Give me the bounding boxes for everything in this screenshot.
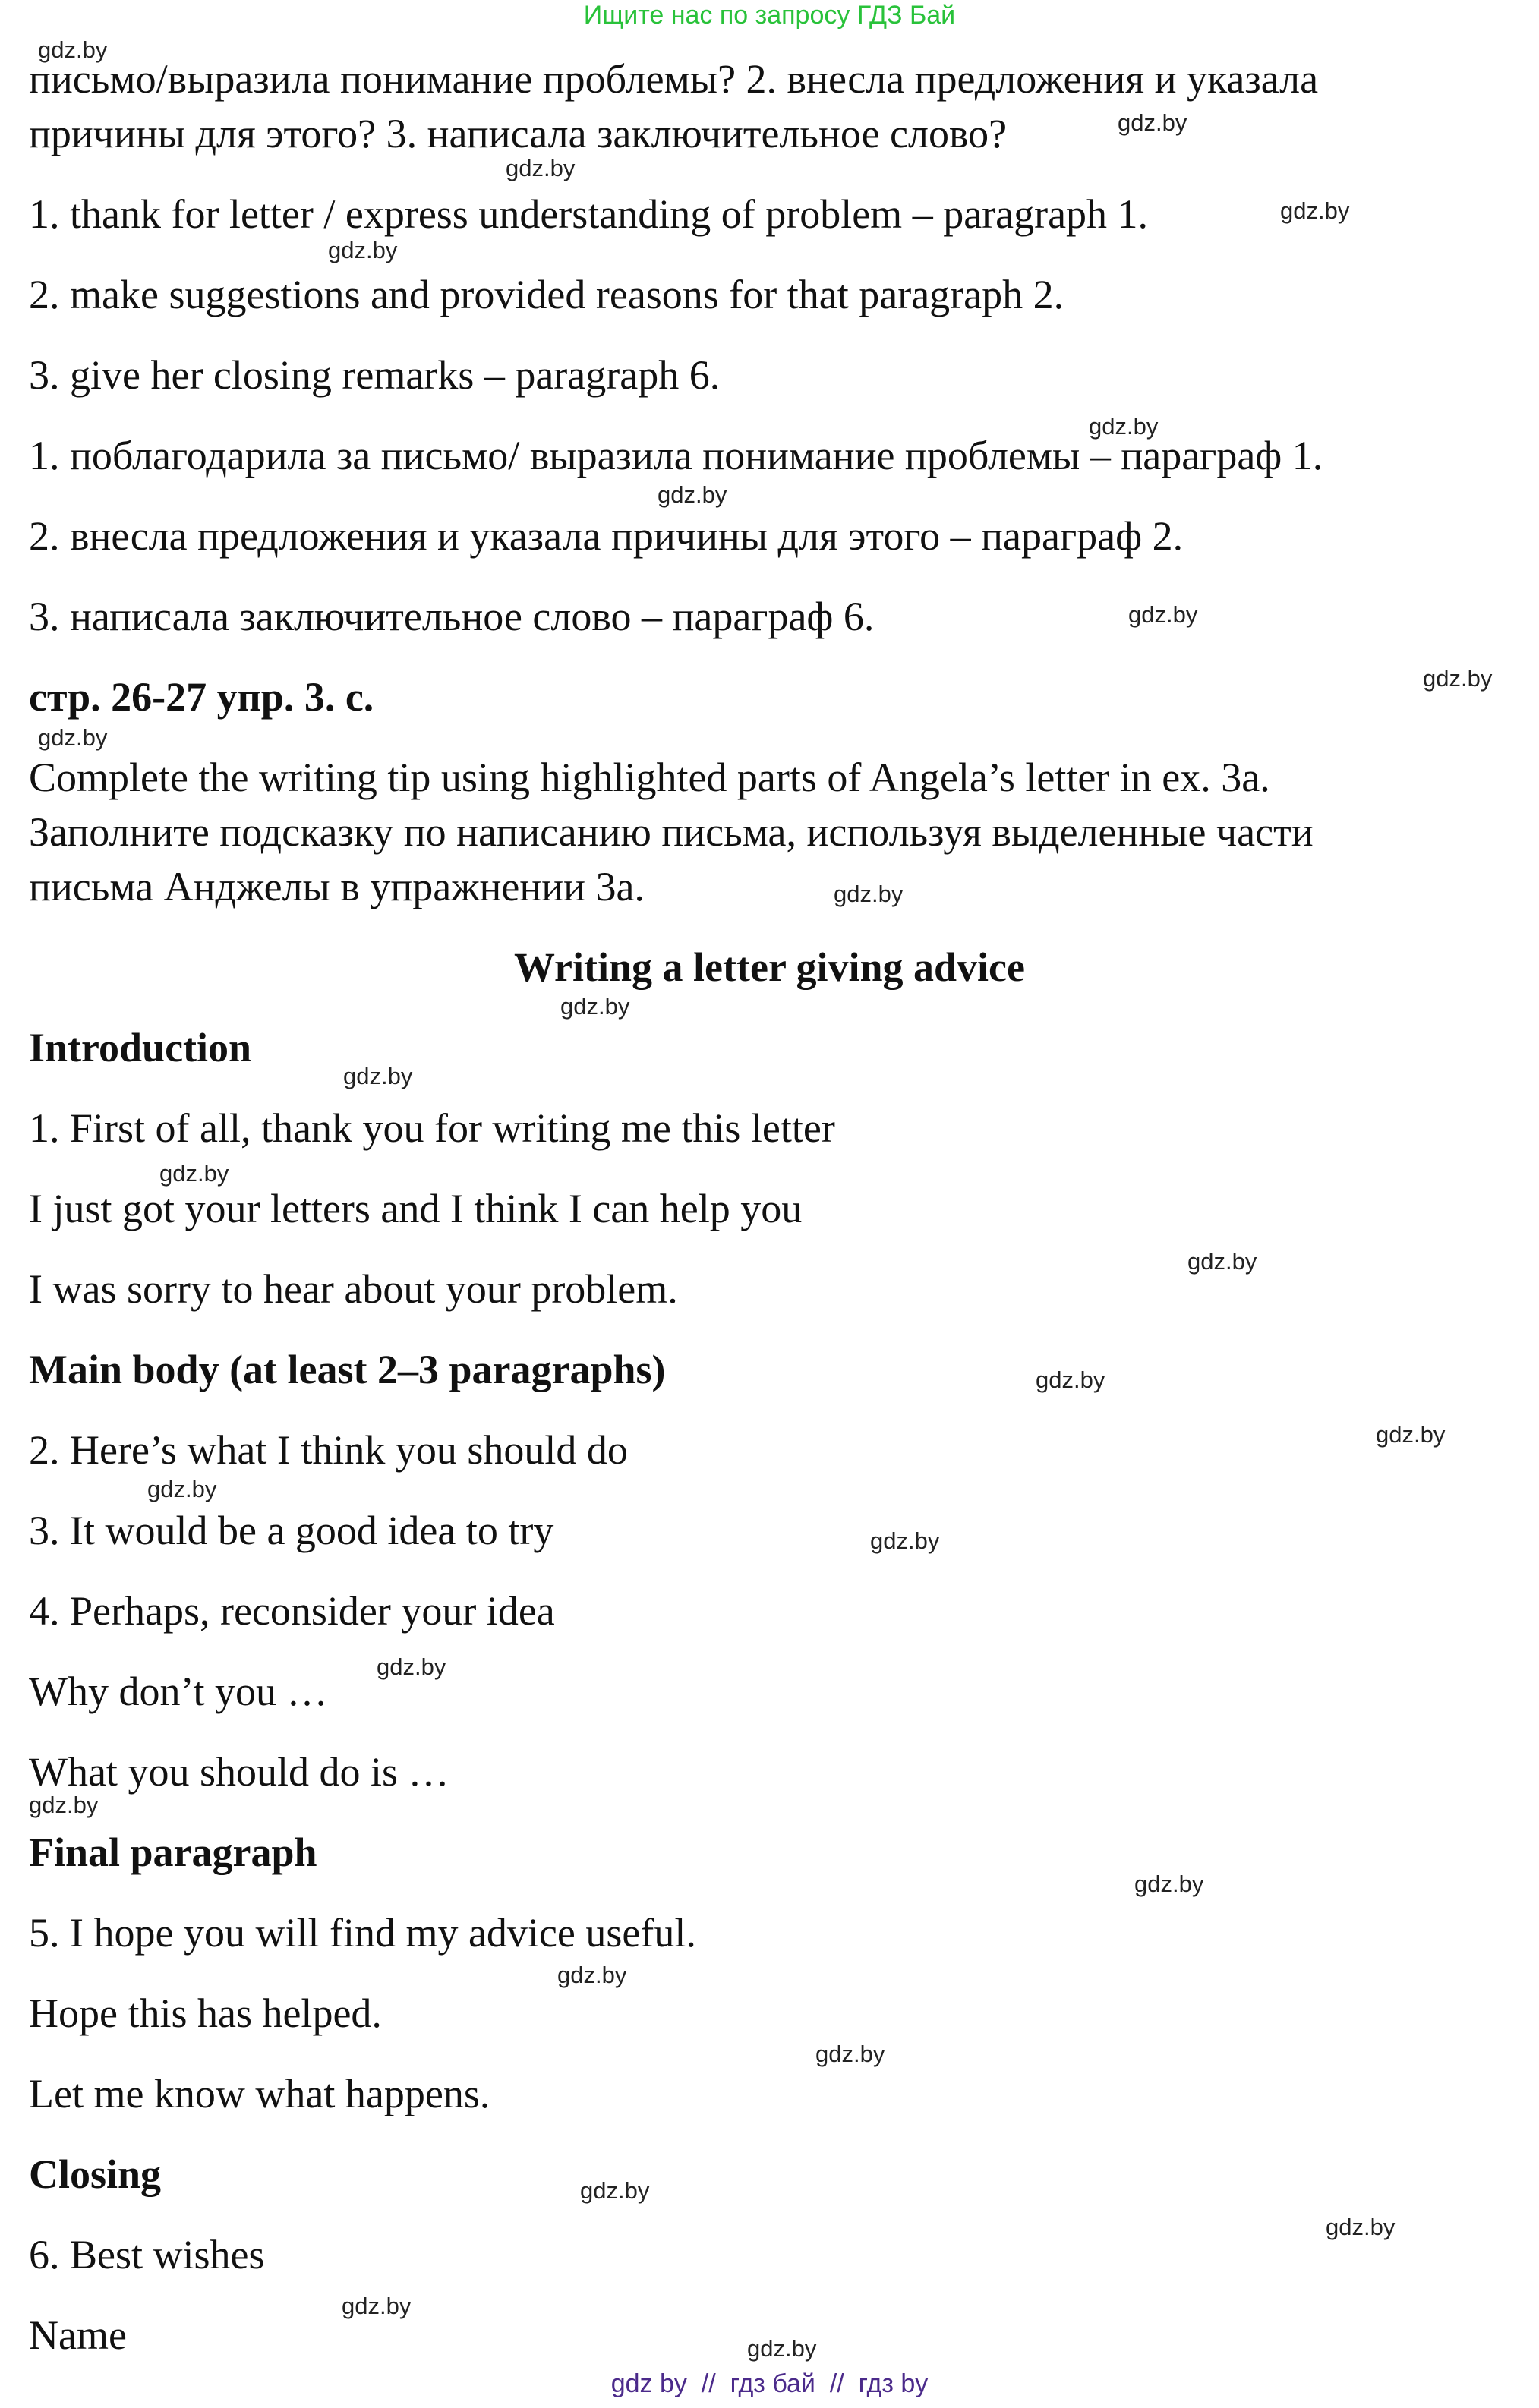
watermark: gdz.by (747, 2335, 817, 2362)
text-line: 1. поблагодарила за письмо/ выразила понимание проблемы – параграф 1. (29, 433, 1323, 478)
watermark: gdz.by (1118, 109, 1187, 136)
text-line: I just got your letters and I think I can help you (29, 1186, 803, 1231)
text-line: Complete the writing tip using highlighted parts of Angela’s letter in ex. 3a. (29, 755, 1270, 800)
watermark: gdz.by (557, 1962, 627, 1988)
text-line: 2. внесла предложения и указала причины для этого – параграф 2. (29, 513, 1184, 559)
text-line: 2. Here’s what I think you should do (29, 1427, 628, 1473)
section-title: Writing a letter giving advice (514, 944, 1025, 990)
watermark: gdz.by (870, 1527, 940, 1554)
text-line: причины для этого? 3. написала заключительное слово? (29, 111, 1008, 156)
watermark: gdz.by (815, 2041, 885, 2067)
watermark: gdz.by (29, 1792, 99, 1818)
watermark: gdz.by (1280, 197, 1350, 224)
text-line: I was sorry to hear about your problem. (29, 1266, 678, 1312)
text-line: 3. написала заключительное слово – параграф 6. (29, 594, 875, 639)
footer-links[interactable]: gdz by // гдз бай // гдз by (610, 2369, 929, 2398)
text-line: 1. thank for letter / express understanding of problem – paragraph 1. (29, 191, 1149, 237)
text-line: 5. I hope you will find my advice useful. (29, 1910, 696, 1956)
text-line: Let me know what happens. (29, 2071, 490, 2116)
exercise-heading: стр. 26-27 упр. 3. с. (29, 674, 374, 720)
watermark: gdz.by (328, 237, 398, 263)
watermark: gdz.by (1187, 1248, 1257, 1275)
watermark: gdz.by (658, 481, 727, 508)
watermark: gdz.by (1423, 665, 1493, 692)
watermark: gdz.by (1326, 2214, 1396, 2240)
watermark: gdz.by (147, 1476, 217, 1502)
section-heading-main-body: Main body (at least 2–3 paragraphs) (29, 1347, 666, 1392)
watermark: gdz.by (38, 36, 108, 63)
watermark: gdz.by (834, 881, 904, 907)
section-heading-closing: Closing (29, 2151, 162, 2197)
text-line: 3. It would be a good idea to try (29, 1508, 554, 1553)
text-line: 1. First of all, thank you for writing me this letter (29, 1105, 835, 1151)
text-line: письмо/выразила понимание проблемы? 2. внесла предложения и указала (29, 56, 1319, 102)
section-heading-final-paragraph: Final paragraph (29, 1830, 317, 1875)
watermark: gdz.by (1128, 601, 1198, 628)
watermark: gdz.by (1134, 1871, 1204, 1897)
section-heading-introduction: Introduction (29, 1025, 252, 1070)
watermark: gdz.by (342, 2293, 412, 2319)
text-line: Hope this has helped. (29, 1990, 382, 2036)
text-line: Заполните подсказку по написанию письма, используя выделенные части (29, 809, 1314, 855)
watermark: gdz.by (1376, 1421, 1446, 1448)
text-line: 6. Best wishes (29, 2232, 265, 2277)
watermark: gdz.by (159, 1160, 229, 1187)
watermark: gdz.by (377, 1653, 446, 1680)
watermark: gdz.by (38, 724, 108, 751)
text-line: письма Анджелы в упражнении 3а. (29, 864, 645, 909)
top-banner[interactable]: Ищите нас по запросу ГДЗ Бай (583, 1, 956, 30)
text-line: Why don’t you … (29, 1669, 328, 1714)
watermark: gdz.by (560, 993, 630, 1020)
text-line: 3. give her closing remarks – paragraph 6. (29, 352, 721, 398)
text-line: 2. make suggestions and provided reasons for that paragraph 2. (29, 272, 1064, 317)
text-line: Name (29, 2312, 127, 2358)
watermark: gdz.by (1036, 1366, 1105, 1393)
text-line: 4. Perhaps, reconsider your idea (29, 1588, 555, 1634)
watermark: gdz.by (580, 2177, 650, 2204)
watermark: gdz.by (343, 1063, 413, 1089)
watermark: gdz.by (506, 155, 576, 181)
watermark: gdz.by (1089, 413, 1159, 440)
text-line: What you should do is … (29, 1749, 449, 1795)
